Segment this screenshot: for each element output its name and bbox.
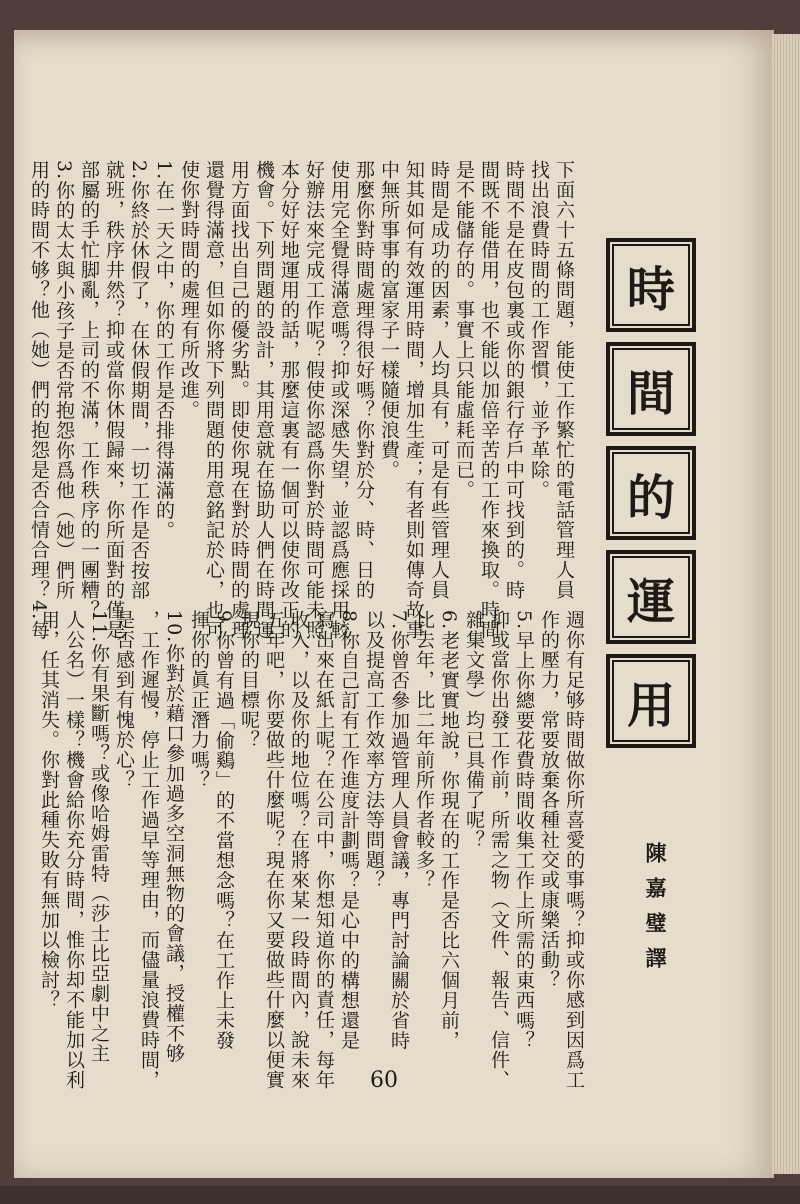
title-char-box-2: 間 — [606, 342, 696, 436]
title-char-box-1: 時 — [606, 238, 696, 332]
title-char-box-4: 運 — [606, 550, 696, 644]
article-body-bottom: 週你有足够時間做你所喜愛的事嗎？抑或你感到因爲工 作的壓力，常要放棄各種社交或康樂活動？ 5.早上你總要花費時間收集工作上所需的東西嗎？ 抑或當你出發工作前，所需之物（文件、報告、信件、 雜集文學）均已具備了呢？ 6.老老實實地說，你現在的工作是否比六個月前， 比去年，比二年前所作者較多？ 7.你曾否參加過管理人員會議，專門討論關於省時 以及提高工作效率方法等問題？ 8.你自己訂有工作進度計劃嗎？是心中的構想還是 寫出來在紙上呢？在公司中，你想知道你的責任，每年 收入，以及你的地位嗎？在將來某一段時間內，說未來 五年吧，你要做些什麼呢？現在你又要做些什麼以便實 現你的目標呢？ 9.你曾有過「偷鷄」的不當想念嗎？在工作上未發 揮你的眞正潛力嗎？ 10.你對於藉口參加過多空洞無物的會議，授權不够 ，工作遲慢，停止工作過早等理由，而儘量浪費時間， 是否感到有愧於心？ 11.你有果斷嗎？或像哈姆雷特（莎士比亞劇中之主 人公名）一樣？機會給你充分時間，惟你却不能加以利 用，任其消失。你對此種失敗有無加以檢討？ — [38, 610, 585, 1090]
article-body-top: 下面六十五條問題，能使工作繁忙的電話管理人員 找出浪費時間的工作習慣，並予革除。 時間不是在皮包裏或你的銀行存戶中可找到的。時 間既不能借用，也不能以加倍辛苦的工作來換取。時間 是不能儲存的。事實上只能虛耗而已。 時間是成功的因素，人均具有，可是有些管理人員 知其如何有效運用時間，增加生產；有者則如傳奇故事 中無所事事的富家子一樣隨便浪費。 那麼你對時間處理得很好嗎？你對於分、時、日的 使用完全覺得滿意嗎？抑或深感失望，並認爲應採用較 好辦法來完成工作呢？假使你認爲你對於時間可能未照 本分好好地運用的話，那麼這裏有一個可以使你改正的 機會。下列問題的設計，其用意就在協助人們在時間運 用方面找出自己的優劣點。即使你現在對於時間的處理 還覺得滿意，但如你將下列問題的用意銘記於心，也可 使你對時間的處理有所改進。 1.在一天之中，你的工作是否排得滿滿的。 2.你終於休假了，在休假期間，一切工作是否按部 就班，秩序井然？抑或當你休假歸來，你所面對的僅是 部屬的手忙脚亂，上司的不滿，工作秩序的一團糟？ 3.你的太太與小孩子是否常抱怨你爲他（她）們所 用的時間不够？他（她）們的抱怨是否合情合理？4.每 — [28, 160, 575, 641]
author-credit: 陳嘉璧譯 — [643, 842, 667, 982]
title-char-box-5: 用 — [606, 654, 696, 748]
title-char-box-3: 的 — [606, 446, 696, 540]
page-edges — [772, 34, 800, 1174]
page-number: 60 — [370, 1068, 398, 1093]
book-cover-edge — [0, 1186, 800, 1204]
